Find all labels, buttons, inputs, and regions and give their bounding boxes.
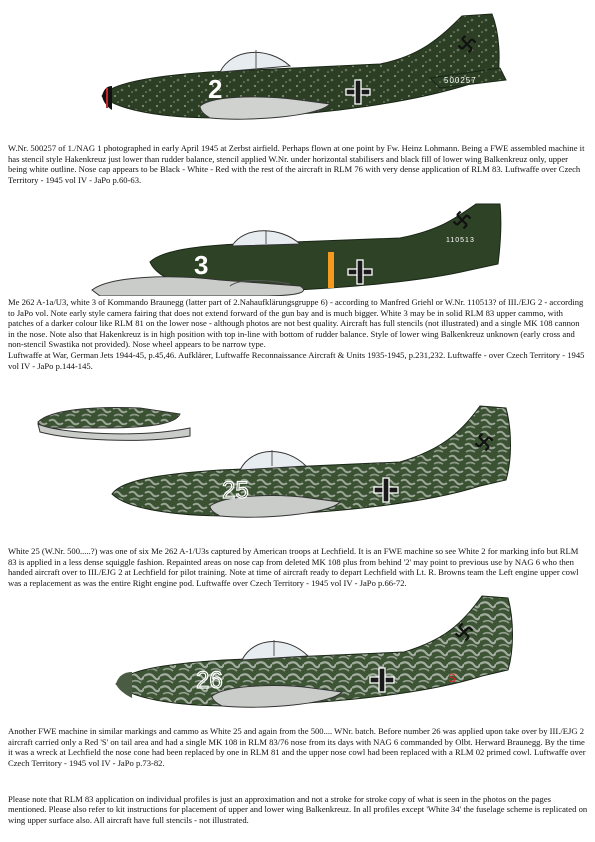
werknummer-marking: 110513 [446, 237, 475, 244]
fuselage-band [328, 252, 334, 288]
aircraft-profile-1 [0, 4, 595, 140]
footnote-text: Please note that RLM 83 application on individual profiles is just an approximation and not a stroke for stroke copy of what is seen in the photos on the pages mentioned. Please also refer to kit instructions for placement of upper and lower wing Balkenkreuz. In all profiles except 'White 34' the fuselage scheme is replicated on wing upper surface also. All aircraft have full stencils - not illustrated. [8, 793, 588, 825]
caption-text: Me 262 A-1a/U3, white 3 of Kommando Braunegg (latter part of 2.Nahaufklärungsgruppe 6) - according to Manfred Griehl or W.Nr. 110513? of III./EJG 2 - according to JaPo vol. Note early style camera fairing that does not extend forward of the gun bay and is much bigger. White 3 may be in solid RLM 83 upper cammo, with patches of a darker colour like RLM 81 on the lower nose - although photos are not best quality. Aircraft has full stencils (not illustrated) and a single MK 108 cannon in the nose. Note also that Hakenkreuz is in high position with top in-line with bottom of rudder balance. Style of lower wing Balkenkreuz unknown (early cross and non-stencil Swastika not provided). Nose wheel appears to be narrow type. [8, 297, 584, 350]
aircraft-profile-2 [0, 200, 595, 296]
caption-text: White 25 (W.Nr. 500.....?) was one of six Me 262 A-1/U3s captured by American troops at Lechfield. It is an FWE machine so see White 2 for marking info but RLM 83 is applied in a less dense squiggle fashion. Repainted areas on nose cap from deleted MK 108 plus from behind '2' may point to previous use by NAG 6 who then handed aircraft over to III./EJG 2 at Lechfield for pilot training. Note at time of aircraft ready to depart Lechfield with Lt. R. Browns team the Left engine upper cowl was a replacement as was the entire Right engine pod. Luftwaffe over Czech Territory - 1945 vol IV - JaPo p.66-72. [8, 546, 579, 588]
tail-letter: S [448, 671, 457, 685]
profile-4-illustration [0, 588, 595, 722]
werknummer-marking: 500257 [444, 76, 477, 85]
caption-text: Another FWE machine in similar markings and cammo as White 25 and again from the 500.... WNr. batch. Before number 26 was applied upon take over by III./EJG 2 aircraft carried only a Red 'S' on tail area and had a single MK 108 in RLM 83/76 nose from its days with NAG 6 commanded by Olbt. Herward Braunegg. By the time it was a wreck at Lechfield the nose cone had been replaced by one in RLM 81 and the upper nose cowl had been replaced with a RLM 02 primed cowl. Luftwaffe over Czech Territory - 1945 vol IV - JaPo p.73-82. [8, 726, 586, 768]
aircraft-number: 3 [194, 250, 209, 280]
profile-1-caption [8, 143, 588, 185]
caption-sources: Luftwaffe at War, German Jets 1944-45, p.45,46. Aufklärer, Luftwaffe Reconnaissance Aircraft & Units 1935-1945, p.231,232. Luftwaffe - over Czech Territory - 1945 vol IV - JaPo p.144-145. [8, 349, 585, 371]
profile-3-illustration [0, 394, 595, 538]
profile-3-caption [8, 546, 588, 588]
aircraft-number: 26 [196, 667, 223, 694]
profile-2-illustration [0, 200, 595, 296]
profile-1-illustration [0, 4, 595, 140]
aircraft-number: 2 [208, 74, 223, 104]
caption-text: W.Nr. 500257 of 1./NAG 1 photographed in early April 1945 at Zerbst airfield. Perhaps flown at one point by Fw. Heinz Lohmann. Being a FWE assembled machine it has stencil style Hakenkreuz just lower than rudder balance, stencil applied W.Nr. under horizontal stabilisers and black fill of lower wing Balkenkreuz only, upper being white outline. Nose cap appears to be Black - White - Red with the rest of the aircraft in RLM 76 with very dense application of RLM 83. Luftwaffe over Czech Territory - 1945 vol IV - JaPo p.60-63. [8, 143, 585, 185]
profile-4-caption [8, 726, 588, 768]
aircraft-profile-3 [0, 394, 595, 538]
profile-2-caption [8, 297, 588, 371]
footnote [8, 785, 588, 834]
aircraft-profile-4 [0, 588, 595, 722]
aircraft-number: 25 [222, 477, 249, 504]
